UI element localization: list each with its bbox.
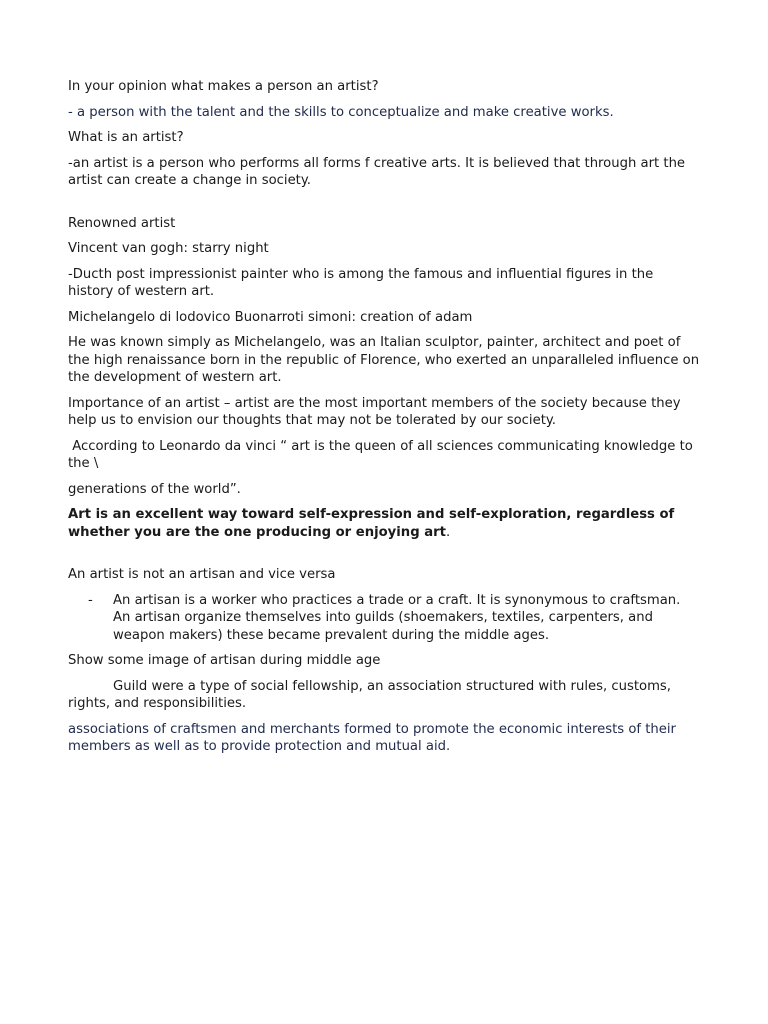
da-vinci-quote-line2: generations of the world”. <box>68 481 241 497</box>
associations-description: associations of craftsmen and merchants formed to promote the economic interests of their members as well as to provide protection and mutual aid. <box>68 721 676 754</box>
spacer <box>68 549 700 566</box>
question-what-is-artist: What is an artist? <box>68 130 184 145</box>
show-image-note: Show some image of artisan during middle age <box>68 653 381 668</box>
bold-statement-paragraph <box>68 506 700 541</box>
answer-what-is-artist: -an artist is a person who performs all forms f creative arts. It is believed that through art the artist can create a change in society. <box>68 155 686 188</box>
vangogh-description: -Ducth post impressionist painter who is among the famous and influential figures in the history of western art. <box>68 266 654 299</box>
spacer <box>68 198 700 215</box>
artisan-heading: An artist is not an artisan and vice versa <box>68 567 336 582</box>
answer-what-makes-artist: - a person with the talent and the skills to conceptualize and make creative works. <box>68 104 614 120</box>
renowned-artist-heading: Renowned artist <box>68 215 176 231</box>
document-body <box>68 78 700 764</box>
vangogh-title: Vincent van gogh: starry night <box>68 241 269 256</box>
artisan-bullet-item <box>68 592 700 645</box>
guild-definition: Guild were a type of social fellowship, an association structured with rules, customs, rights, and responsibilities. <box>68 678 671 711</box>
bullet-dash: - <box>88 592 93 608</box>
bold-statement-period: . <box>445 524 451 540</box>
question-what-makes-artist: In your opinion what makes a person an artist? <box>68 79 379 94</box>
da-vinci-quote-line1: According to Leonardo da vinci “ art is the queen of all sciences communicating knowledge to the \ <box>68 438 698 471</box>
bold-statement: Art is an excellent way toward self-expression and self-exploration, regardless of whether you are the one producing or enjoying art <box>68 507 675 540</box>
importance-of-artist: Importance of an artist – artist are the most important members of the society because they help us to envision our thoughts that may not be tolerated by our society. <box>68 395 681 428</box>
artisan-bullet-text: An artisan is a worker who practices a trade or a craft. It is synonymous to craftsman. An artisan organize themselves into guilds (shoemakers, textiles, carpenters, and weapon makers) these became prevalent during the middle ages. <box>113 592 681 643</box>
michelangelo-description: He was known simply as Michelangelo, was an Italian sculptor, painter, architect and poet of the high renaissance born in the republic of Florence, who exerted an unparalleled influence on the development of western art. <box>68 335 700 385</box>
michelangelo-title: Michelangelo di lodovico Buonarroti simoni: creation of adam <box>68 309 473 325</box>
